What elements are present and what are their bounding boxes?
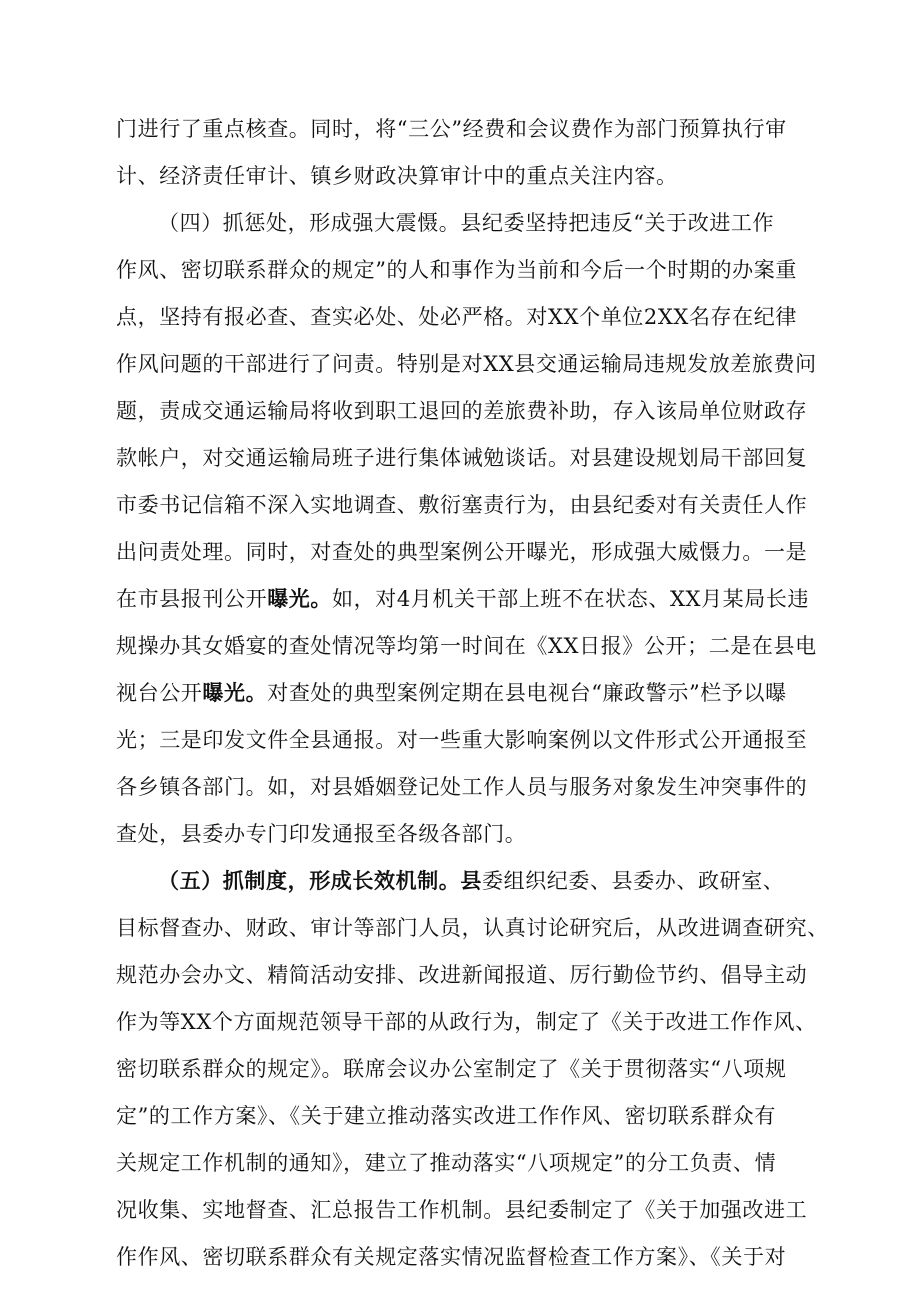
paragraph-heading-5	[0, 861, 920, 901]
text-line	[0, 720, 920, 760]
text-run: 光；三是印发文件全县通报。对一些重大影响案例以文件形式公开通报至	[116, 728, 808, 752]
text-run: 作风问题的干部进行了问责。特别是对XX县交通运输局违规发放差旅费问	[116, 352, 817, 376]
text-line	[0, 1096, 920, 1136]
text-run: 门进行了重点核查。同时，将“三公”经费和会议费作为部门预算执行审	[116, 117, 787, 141]
text-line	[0, 767, 920, 807]
text-line	[0, 485, 920, 525]
bold-text-run: 曝光。	[267, 586, 333, 611]
bold-text-run: 曝光。	[202, 680, 268, 705]
text-run: 在市县报刊公开	[116, 587, 268, 611]
text-run: 如，对4月机关干部上班不在状态、XX月某局长违	[332, 587, 810, 611]
text-line	[0, 1002, 920, 1042]
text-run: 况收集、实地督查、汇总报告工作机制。县纪委制定了《关于加强改进工	[116, 1198, 808, 1222]
text-line	[0, 391, 920, 431]
paragraph-heading-4	[0, 203, 920, 243]
text-run: 委组织纪委、县委办、政研室、	[482, 869, 785, 893]
text-line	[0, 1143, 920, 1183]
text-run: 出问责处理。同时，对查处的典型案例公开曝光，形成强大威慑力。一是	[116, 540, 808, 564]
text-line	[0, 1190, 920, 1230]
text-line	[0, 908, 920, 948]
text-run: 规操办其女婚宴的查处情况等均第一时间在《XX日报》公开；二是在县电	[116, 634, 817, 658]
text-run: 定”的工作方案》、《关于建立推动落实改进工作作风、密切联系群众有	[116, 1104, 776, 1128]
text-run: 市委书记信箱不深入实地调查、敷衍塞责行为，由县纪委对有关责任人作	[116, 493, 808, 517]
text-run: 作为等XX个方面规范领导干部的从政行为，制定了《关于改进工作作风、	[116, 1010, 817, 1034]
text-run: 计、经济责任审计、镇乡财政决算审计中的重点关注内容。	[116, 164, 678, 188]
text-run: 作作风、密切联系群众有关规定落实情况监督检查工作方案》、《关于对	[116, 1245, 787, 1269]
text-line	[0, 1237, 920, 1277]
text-line	[0, 438, 920, 478]
text-run: 款帐户，对交通运输局班子进行集体诫勉谈话。对县建设规划局干部回复	[116, 446, 808, 470]
text-run: 规范办会办文、精简活动安排、改进新闻报道、厉行勤俭节约、倡导主动	[116, 963, 808, 987]
text-line	[0, 109, 920, 149]
text-line	[0, 156, 920, 196]
text-line	[0, 814, 920, 854]
text-run: 对查处的典型案例定期在县电视台“廉政警示”栏予以曝	[267, 681, 787, 705]
text-run: （四）抓惩处，形成强大震慑。县纪委坚持把违反“关于改进工作	[158, 211, 775, 235]
bold-text-run: （五）抓制度，形成长效机制。县	[158, 868, 482, 893]
text-run: 查处，县委办专门印发通报至各级各部门。	[116, 822, 527, 846]
text-line	[0, 626, 920, 666]
text-run: 点，坚持有报必查、查实必处、处必严格。对XX个单位2XX名存在纪律	[116, 305, 797, 329]
text-line	[0, 297, 920, 337]
text-line	[0, 579, 920, 619]
text-line	[0, 673, 920, 713]
text-run: 目标督查办、财政、审计等部门人员，认真讨论研究后，从改进调查研究、	[116, 916, 829, 940]
text-run: 密切联系群众的规定》。联席会议办公室制定了《关于贯彻落实“八项规	[116, 1057, 787, 1081]
text-line	[0, 955, 920, 995]
text-run: 各乡镇各部门。如，对县婚姻登记处工作人员与服务对象发生冲突事件的	[116, 775, 808, 799]
text-run: 题，责成交通运输局将收到职工退回的差旅费补助，存入该局单位财政存	[116, 399, 808, 423]
text-run: 视台公开	[116, 681, 203, 705]
text-line	[0, 250, 920, 290]
text-line	[0, 532, 920, 572]
text-line	[0, 344, 920, 384]
text-line	[0, 1049, 920, 1089]
text-run: 作风、密切联系群众的规定”的人和事作为当前和今后一个时期的办案重	[116, 258, 797, 282]
text-run: 关规定工作机制的通知》，建立了推动落实“八项规定”的分工负责、情	[116, 1151, 777, 1175]
